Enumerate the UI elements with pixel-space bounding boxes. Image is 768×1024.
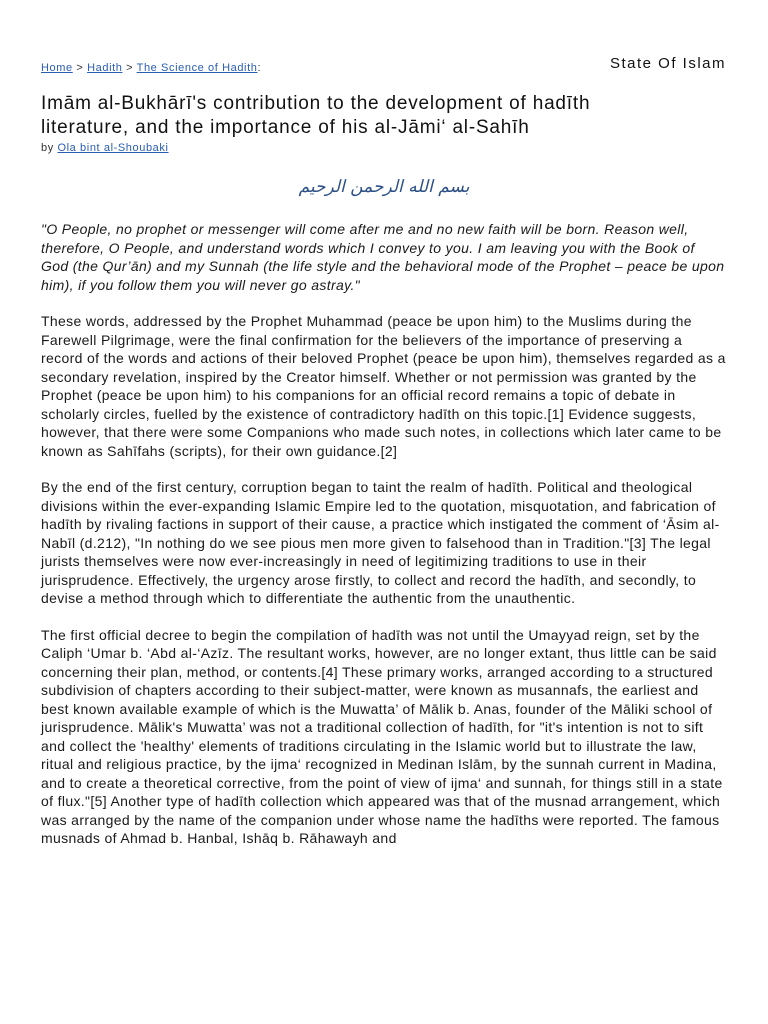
breadcrumb-separator: >: [122, 62, 137, 74]
breadcrumb-tail: :: [257, 62, 262, 74]
breadcrumb-separator: >: [72, 62, 88, 74]
paragraph-3: The first official decree to begin the compilation of hadīth was not until the Umayyad reign, set by the Caliph ‘Umar b. ‘Abd al-‘Azīz. The resultant works, however, are no longer extant, thus little can be said concerning their plan, method, or contents.[4] These primary works, arranged according to a structured subdivision of chapters according to their subject-matter, were known as musannafs, the earliest and best known available example of which is the Muwatta’ of Mālik b. Anas, founder of the Māliki school of jurisprudence. Mālik's Muwatta’ was not a traditional collection of hadīth, for "it's intention is not to sift and collect the 'healthy' elements of traditions circulating in the Islamic world but to illustrate the law, ritual and religious practice, by the ijma‘ recognized in Medinan Islām, by the sunnah current in Madina, and to create a theoretical corrective, from the point of view of ijma‘ and sunnah, for things still in a state of flux."[5] Another type of hadīth collection which appeared was that of the musnad arrangement, which was arranged by the name of the companion under whose name the hadīths were reported. The famous musnads of Ahmad b. Hanbal, Ishāq b. Rāhawayh and: [41, 626, 723, 846]
title-line-2: literature, and the importance of his al-Jāmi‘ al-Sahīh: [41, 117, 530, 138]
paragraph-2: By the end of the first century, corruption began to taint the realm of hadīth. Political and theological divisions within the ever-expanding Islamic Empire led to the quotation, misquotation, and fabrication of hadīth by rivaling factions in support of their cause, a practice which instigated the comment of ‘Āsim al-Nabīl (d.212), "In nothing do we see pious men more given to falsehood than in Tradition."[3] The legal jurists themselves were now ever-increasingly in need of legitimizing traditions to use in their jurisprudence. Effectively, the urgency arose firstly, to collect and record the hadīth, and secondly, to devise a method through which to differentiate the authentic from the unauthentic.: [41, 479, 720, 606]
byline: [41, 142, 726, 154]
title-line-1: Imām al-Bukhārī's contribution to the development of hadīth: [41, 93, 591, 114]
top-bar: [41, 0, 726, 80]
basmala-image: [298, 172, 469, 202]
basmala-calligraphy: [41, 172, 726, 202]
prophet-quote: "O People, no prophet or messenger will come after me and no new faith will be born. Reason well, therefore, O People, and understand words which I convey to you. I am leaving you with the Book of God (the Qur’ān) and my Sunnah (the life style and the behavioral mode of the Prophet – peace be upon him), if you follow them you will never go astray.": [41, 221, 725, 293]
site-name: State Of Islam: [609, 55, 726, 72]
breadcrumb-hadith-link[interactable]: Hadith: [87, 62, 123, 74]
breadcrumb-science-link[interactable]: The Science of Hadith: [136, 62, 258, 74]
basmala-text: بسم الله الرحمن الرحيم: [298, 177, 469, 197]
author-link[interactable]: Ola bint al-Shoubaki: [57, 142, 169, 154]
byline-prefix: by: [41, 142, 58, 154]
paragraph-1: These words, addressed by the Prophet Muhammad (peace be upon him) to the Muslims during the Farewell Pilgrimage, were the final confirmation for the believers of the importance of preserving a record of the words and actions of their beloved Prophet (peace be upon him), themselves regarded as a secondary revelation, inspired by the Creator himself. Whether or not permission was granted by the Prophet (peace be upon him) to his companions for an official record remains a topic of debate in scholarly circles, fuelled by the existence of contradictory hadīth on this topic.[1] Evidence suggests, however, that there were some Companions who made such notes, in collections which later came to be known as Sahīfahs (scripts), for their own guidance.[2]: [41, 313, 726, 459]
breadcrumb-home-link[interactable]: Home: [41, 62, 73, 74]
breadcrumb: [41, 62, 261, 74]
article-title: [41, 92, 726, 140]
